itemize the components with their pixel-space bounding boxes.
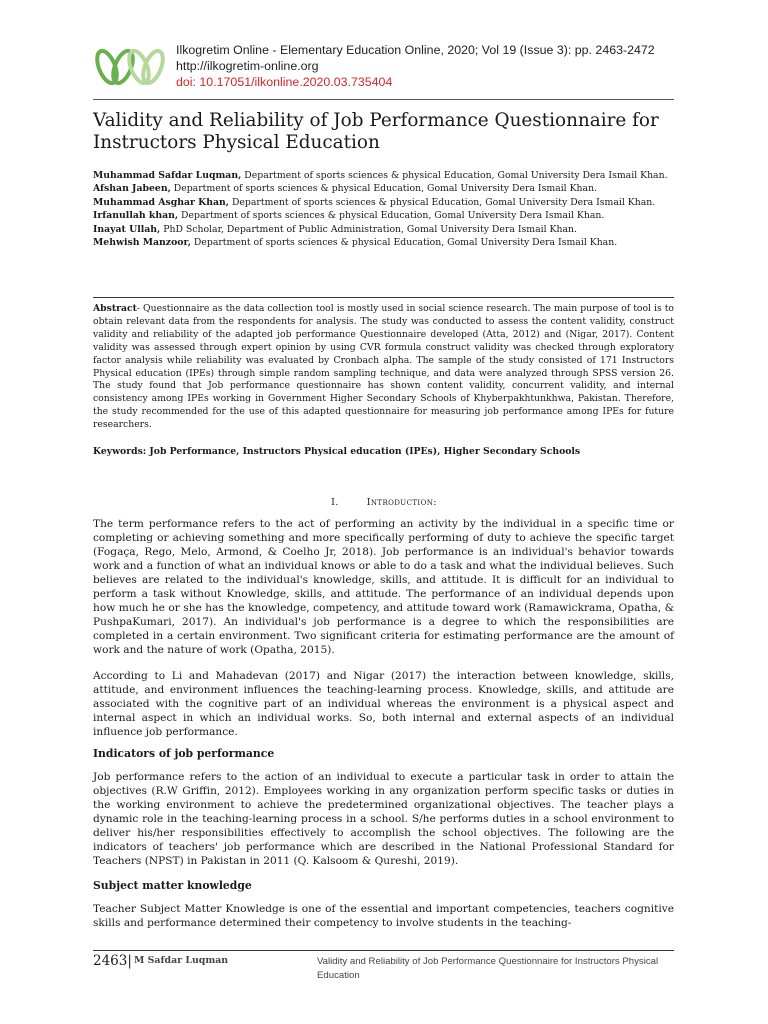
- subsection-heading: Subject matter knowledge: [93, 879, 252, 892]
- abstract-label: Abstract: [93, 303, 137, 314]
- header-divider: [93, 99, 674, 100]
- author-affiliation: Department of sports sciences & physical Education, Gomal University Dera Ismail Khan.: [241, 170, 668, 181]
- author-entry: [93, 209, 677, 222]
- author-entry: [93, 169, 677, 182]
- author-entry: [93, 236, 677, 249]
- author-affiliation: Department of sports sciences & physical Education, Gomal University Dera Ismail Khan.: [229, 196, 656, 208]
- author-affiliation: Department of sports sciences & physical Education, Gomal University Dera Ismail Khan.: [178, 210, 605, 222]
- body-paragraph: According to Li and Mahadevan (2017) and Nigar (2017) the interaction between knowledge, skills, attitude, and environment influences the teaching-learning process. Knowledge, skills, and attitude are associated with the cognitive part of an individual whereas the environment is a physical aspect and internal aspect in which an individual works. So, both internal and external aspects of an individual influence job performance.: [93, 670, 674, 738]
- author-name: Muhammad Asghar Khan,: [93, 196, 229, 208]
- journal-doi[interactable]: doi: 10.17051/ilkonline.2020.03.735404: [176, 75, 393, 89]
- author-affiliation: PhD Scholar, Department of Public Administration, Gomal University Dera Ismail Khan.: [160, 223, 577, 235]
- author-name: Inayat Ullah,: [93, 223, 161, 235]
- body-paragraph: The term performance refers to the act of performing an activity by the individual in a specific time or completing or achieving something and more specifically performing of duty to achieve the specific target (Fogaça, Rego, Melo, Armond, & Coelho Jr, 2018). Job performance is an individual's behavior towards work and a function of what an individual knows or able to do a task and what the individual believes. Such believes are related to the individual's knowledge, skills, and attitude. It is difficult for an individual to perform a task without Knowledge, skills, and attitude. The performance of an individual depends upon how much he or she has the knowledge, competency, and attitude toward work (Ramawickrama, Opatha, & PushpaKumari, 2017). An individual's job performance is a degree to which the responsibilities are completed in a certain environment. Two significant criteria for estimating performance are the amount of work and the nature of work (Opatha, 2015).: [93, 518, 674, 656]
- author-name: Irfanullah khan,: [93, 210, 179, 222]
- abstract: [93, 303, 674, 432]
- footer-author: M Safdar Luqman: [134, 955, 229, 966]
- keywords: Keywords: Job Performance, Instructors Physical education (IPEs), Higher Secondary Schools: [93, 446, 581, 457]
- author-entry: [93, 223, 677, 236]
- paper-title: Validity and Reliability of Job Performance Questionnaire for Instructors Physical Education: [93, 110, 659, 153]
- body-paragraph: Job performance refers to the action of an individual to execute a particular task in order to attain the objectives (R.W Griffin, 2012). Employees working in any organization perform specific tasks or duties in the working environment to achieve the predetermined organizational objectives. The teacher plays a dynamic role in the teaching-learning process in a school. S/he performs duties in a school environment to deliver his/her responsibilities effectively to accomplish the school objectives. The following are the indicators of teachers' job performance which are described in the National Professional Standard for Teachers (NPST) in Pakistan in 2011 (Q. Kalsoom & Qureshi, 2019).: [93, 771, 674, 867]
- section-heading: [0, 497, 768, 508]
- journal-url[interactable]: http://ilkogretim-online.org: [176, 59, 319, 73]
- author-entry: [93, 182, 677, 195]
- author-name: Mehwish Manzoor,: [93, 237, 191, 249]
- author-name: Afshan Jabeen,: [93, 183, 171, 195]
- section-number: I.: [331, 497, 339, 508]
- author-affiliation: Department of sports sciences & physical Education, Gomal University Dera Ismail Khan.: [170, 183, 598, 195]
- subsection-heading: Indicators of job performance: [93, 747, 275, 760]
- section-title: Introduction:: [366, 497, 437, 508]
- footer-divider: [93, 950, 674, 951]
- author-affiliation: Department of sports sciences & physical Education, Gomal University Dera Ismail Khan.: [190, 237, 618, 249]
- abstract-divider: [93, 297, 674, 298]
- footer-page-number: 2463|: [93, 953, 132, 969]
- journal-logo-icon: [93, 42, 165, 90]
- abstract-text: - Questionnaire as the data collection tool is mostly used in social science research. The main purpose of tool is to obtain relevant data from the respondents for analysis. The study was conducted to assess the content validity, construct validity and reliability of the adapted job performance Questionnaire developed (Atta, 2012) and (Nigar, 2017). Content validity was assessed through expert opinion by using CVR formula construct validity was checked through exploratory factor analysis while reliability was evaluated by Cronbach alpha. The sample of the study consisted of 171 Instructors Physical education (IPEs) through simple random sampling technique, and data were analyzed through SPSS version 26. The study found that Job performance questionnaire has shown content validity, concurrent validity, and internal consistency among IPEs working in Government Higher Secondary Schools of Khyberpakhtunkhwa, Pakistan. Therefore, the study recommended for the use of this adapted questionnaire for measuring job performance among IPEs for future researchers.: [93, 303, 674, 431]
- journal-header: [176, 42, 655, 90]
- author-entry: [93, 196, 677, 209]
- journal-citation: Ilkogretim Online - Elementary Education Online, 2020; Vol 19 (Issue 3): pp. 2463-2472: [176, 43, 655, 57]
- footer-running-title: Validity and Reliability of Job Performance Questionnaire for Instructors Physical Education: [317, 956, 659, 981]
- author-name: Muhammad Safdar Luqman,: [93, 170, 242, 181]
- author-list: [93, 169, 677, 249]
- body-paragraph: Teacher Subject Matter Knowledge is one of the essential and important competencies, teachers cognitive skills and performance determined their competency to involve students in the teaching-: [93, 903, 674, 929]
